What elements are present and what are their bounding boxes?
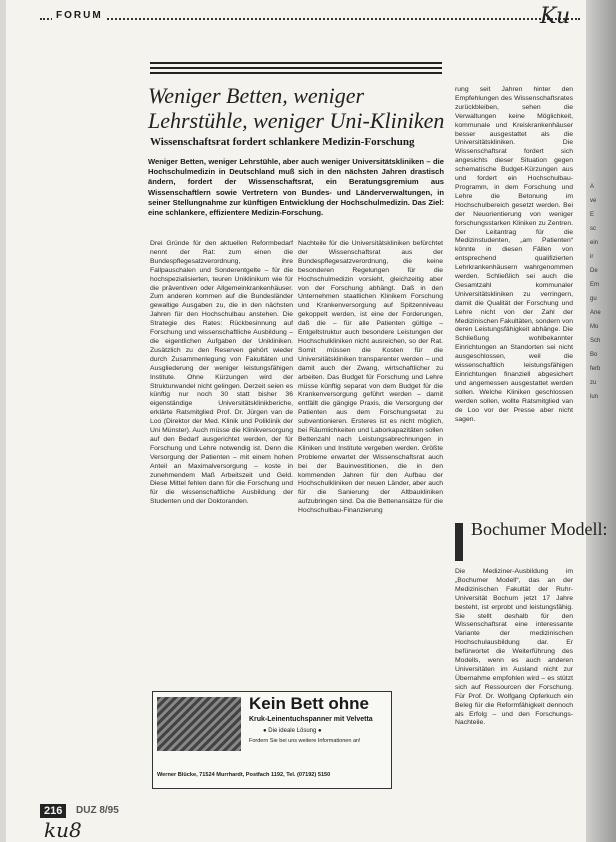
sidebar-heading (455, 519, 607, 561)
edge-fragment: E (590, 212, 595, 218)
title-rules (150, 62, 442, 77)
edge-fragment: ferb (590, 366, 601, 372)
ad-subtitle: Kruk-Leinentuchspanner mit Velvetta (249, 716, 373, 723)
article-title: Weniger Betten, weniger Lehrstühle, weniger Uni-Kliniken (148, 83, 445, 133)
edge-fragment: A (590, 184, 595, 190)
sidebar-bar (455, 523, 463, 561)
issue-label: DUZ 8/95 (76, 805, 119, 816)
ad-title: Kein Bett ohne (249, 694, 369, 713)
scan-shadow-right (586, 0, 616, 842)
edge-fragment: zu (590, 380, 597, 386)
edge-fragment: lun (590, 394, 599, 400)
article-subtitle: Wissenschaftsrat fordert schlankere Medizin-Forschung (150, 136, 415, 148)
edge-fragment: Bo (590, 352, 598, 358)
article-column-1: Drei Gründe für den aktuellen Reformbedarf nennt der Rat: zum einen die Bundespflegesatzverordnung, ihre Fallpauschalen und Sonderentgelte – für die hochspezialisierten, teuren Uniklinikum wie für die präventiven oder Allgemeinkrankenhäuser. Zum anderen kommen auf die Bundesländer gewaltige Ausgaben zu, die in den nächsten Jahren für den Hochschulbau anstehen. Die Strategie des Rates: Rückbesinnung auf Forschung und wissenschaftliche Ausbildung – die eigentlichen Aufgaben der Unikliniken. Zusätzlich zu den Reserven gehört wieder durch Zusammenlegung von Fakultäten und Ausgliederung der weniger leistungsfähigen Institute. Ohne Kürzungen wird der Strukturwandel nicht gelingen. Derzeit seien es künftig nur noch 30 statt bisher 36 eigenständige Universitätsklinikberiche, erklärte Ratsmitglied Prof. Dr. Jürgen van de Loo (Direktor der Med. Klinik und Poliklinik der Uni Münster). Auch müsse die Klinikversorgung auf den Bedarf ausgerichtet werden, der für Forschung und Lehre notwendig ist. Denn die Versorgung der Patienten – mit einem hohen Anteil an Maximalversorgung – koste in zunehmendem Maß Arbeitszeit und Geld. Diese Mittel fehlen dann für die Forschung und für die wissenschaftliche Ausbildung der Studenten und der Doktoranden. (150, 240, 293, 506)
edge-fragment: De (590, 268, 598, 274)
advertisement (152, 691, 392, 789)
handwritten-note-top: Ku (540, 4, 571, 29)
edge-fragment: ein (590, 240, 599, 246)
ad-tagline: ● Die ideale Lösung ● (263, 728, 322, 734)
edge-fragment: sc (590, 226, 596, 232)
edge-fragment: ve (590, 198, 597, 204)
section-label: FORUM (52, 10, 107, 21)
article-column-3: rung seit Jahren hinter den Empfehlungen des Wissenschaftsrates zurückbleiben, sehen die Verwaltungen keine Möglichkeit, kommunale und Kreiskrankenhäuser besser ausgestattet als die Universitätskliniken. Die Wissenschaftsrat fordert sich angesichts dieser Situation gegen schematische Budget-Kürzungen aus und fordert ein Hochschulbau-Programm, in dem Forschung und Lehre die Betonung im Hochschulbereich gesetzt werden. Bei der Neuorientierung von weniger forschungsstarken Kliniken zu Zentren. Der Leitantrag für die Medizinstudenten, „am Patienten“ könnte in diesen Fällen von entsprechend qualifizierten Lehrkrankenhäusern wahrgenommen werden. Schließlich sei auch die Gesamtzahl kommunaler Universitätskliniken zu verringern, damit die Qualität der Forschung und Lehre nicht von der Zahl der Medizinischen Fakultäten, sondern von deren Leistungsfähigkeit abhänge. Die Schließung wohlbekannter Einrichtungen an Standorten sei nicht ausgeschlossen, weil die wissenschaftlich leistungsfähigen Einrichtungen finanziell abgesichert und angemessen ausgestattet werden sollen. Welche Kliniken geschlossen werden sollen, wollte Ratsmitglied van de Loo vor der Presse aber nicht sagen. (455, 86, 573, 423)
ad-contact: Werner Blücke, 71524 Murrhardt, Postfach 1192, Tel. (07192) 5150 (157, 772, 331, 778)
handwritten-note-bottom: ku8 (44, 818, 82, 842)
header-rule (40, 18, 580, 20)
edge-fragment: gu (590, 296, 597, 302)
sidebar-text: Die Mediziner-Ausbildung im „Bochumer Modell“, das an der Medizinischen Fakultät der Ruhr-Universität Bochum jetzt 17 Jahre besteht, ist erprobt und leistungsfähig. Sie stellt deshalb für den Wissenschaftsrat eine interessante Variante der medizinischen Hochschulausbildung dar. Er befürwortet die Weiterführung des Modells, wenn es auch anderen Universitäten im Ausland nicht zur Übernahme empfohlen wird – es stützt sich auf Ressourcen der Forschung. Für Prof. Dr. Wolfgang Opferkuch ein Beleg für die Reformfähigkeit dennoch als Erfolg – und den Forschungs-Nachteile. (455, 568, 573, 727)
ad-info: Fordern Sie bei uns weitere Informationen an! (249, 738, 361, 744)
adjacent-page-edge (590, 180, 614, 404)
edge-fragment: Ane (590, 310, 601, 316)
edge-fragment: Mo (590, 324, 599, 330)
edge-fragment: ir (590, 254, 594, 260)
bed-sheet-image (157, 697, 241, 751)
edge-fragment: Em (590, 282, 599, 288)
article-column-2: Nachteile für die Universitätskliniken befürchtet der Wissenschaftsrat aus der Bundespflegesatzverordnung, die keine besonderen Regelungen für die Hochschulmedizin vorsieht, gleichzeitig aber von der Forschung abhängt. Daß in den Unternehmen staatlichen Klinikern Forschung und Krankenversorgung auf Spitzenniveau gekoppelt werden, ist eine der Forderungen, daß die – für alle Patienten gültige – Entgeltstruktur auch besondere Leistungen der Hochschulkliniken nicht ausreichen, so der Rat. Somit müssen die Kosten für die Universitätskliniken transparenter werden – und damit auch der Zwang, wirtschaftlicher zu arbeiten. Das Budget für Forschung und Lehre müsse künftig separat von dem Budget für die Krankenversorgung geführt werden – damit entfällt die gängige Praxis, die Versorgung der Patienten aus dem Forschungsetat zu subventionieren. Ersteres ist es nicht möglich, bei Räumlichkeiten und Laborkapazitäten sollen Bettenzahl nach Leistungsabrechnungen in Kliniken und Institute vergeben werden. Größte Probleme erwartet der Wissenschaftsrat auch bei der Bauinvestitionen, die in den kommenden Jahren für den Aufbau der Hochschulkliniken der neuen Länder, aber auch für die Sanierung der Altbaukliniken aufzubringen sind. Da die Bettenansätze für die Hochschulbau-Finanzierung (298, 240, 443, 515)
edge-fragment: Sch (590, 338, 601, 344)
scan-shadow-left (0, 0, 6, 842)
article-lead: Weniger Betten, weniger Lehrstühle, aber auch weniger Universitätskliniken – die Hochschulmedizin in Deutschland muß sich in den nächsten Jahren drastisch ändern, fordert der Wissenschaftsrat, ein Beratungsgremium aus Wissenschaftlern sowie Vertretern von Bundes- und Länderverwaltungen, in seiner Stellungnahme zur künftigen Entwicklung der Hochschulmedizin. Das Ziel: eine schlankere, effizientere Medizin-Forschung. (148, 157, 444, 218)
page-number: 216 (40, 804, 66, 818)
sidebar-title: Bochumer Modell: (471, 519, 608, 539)
